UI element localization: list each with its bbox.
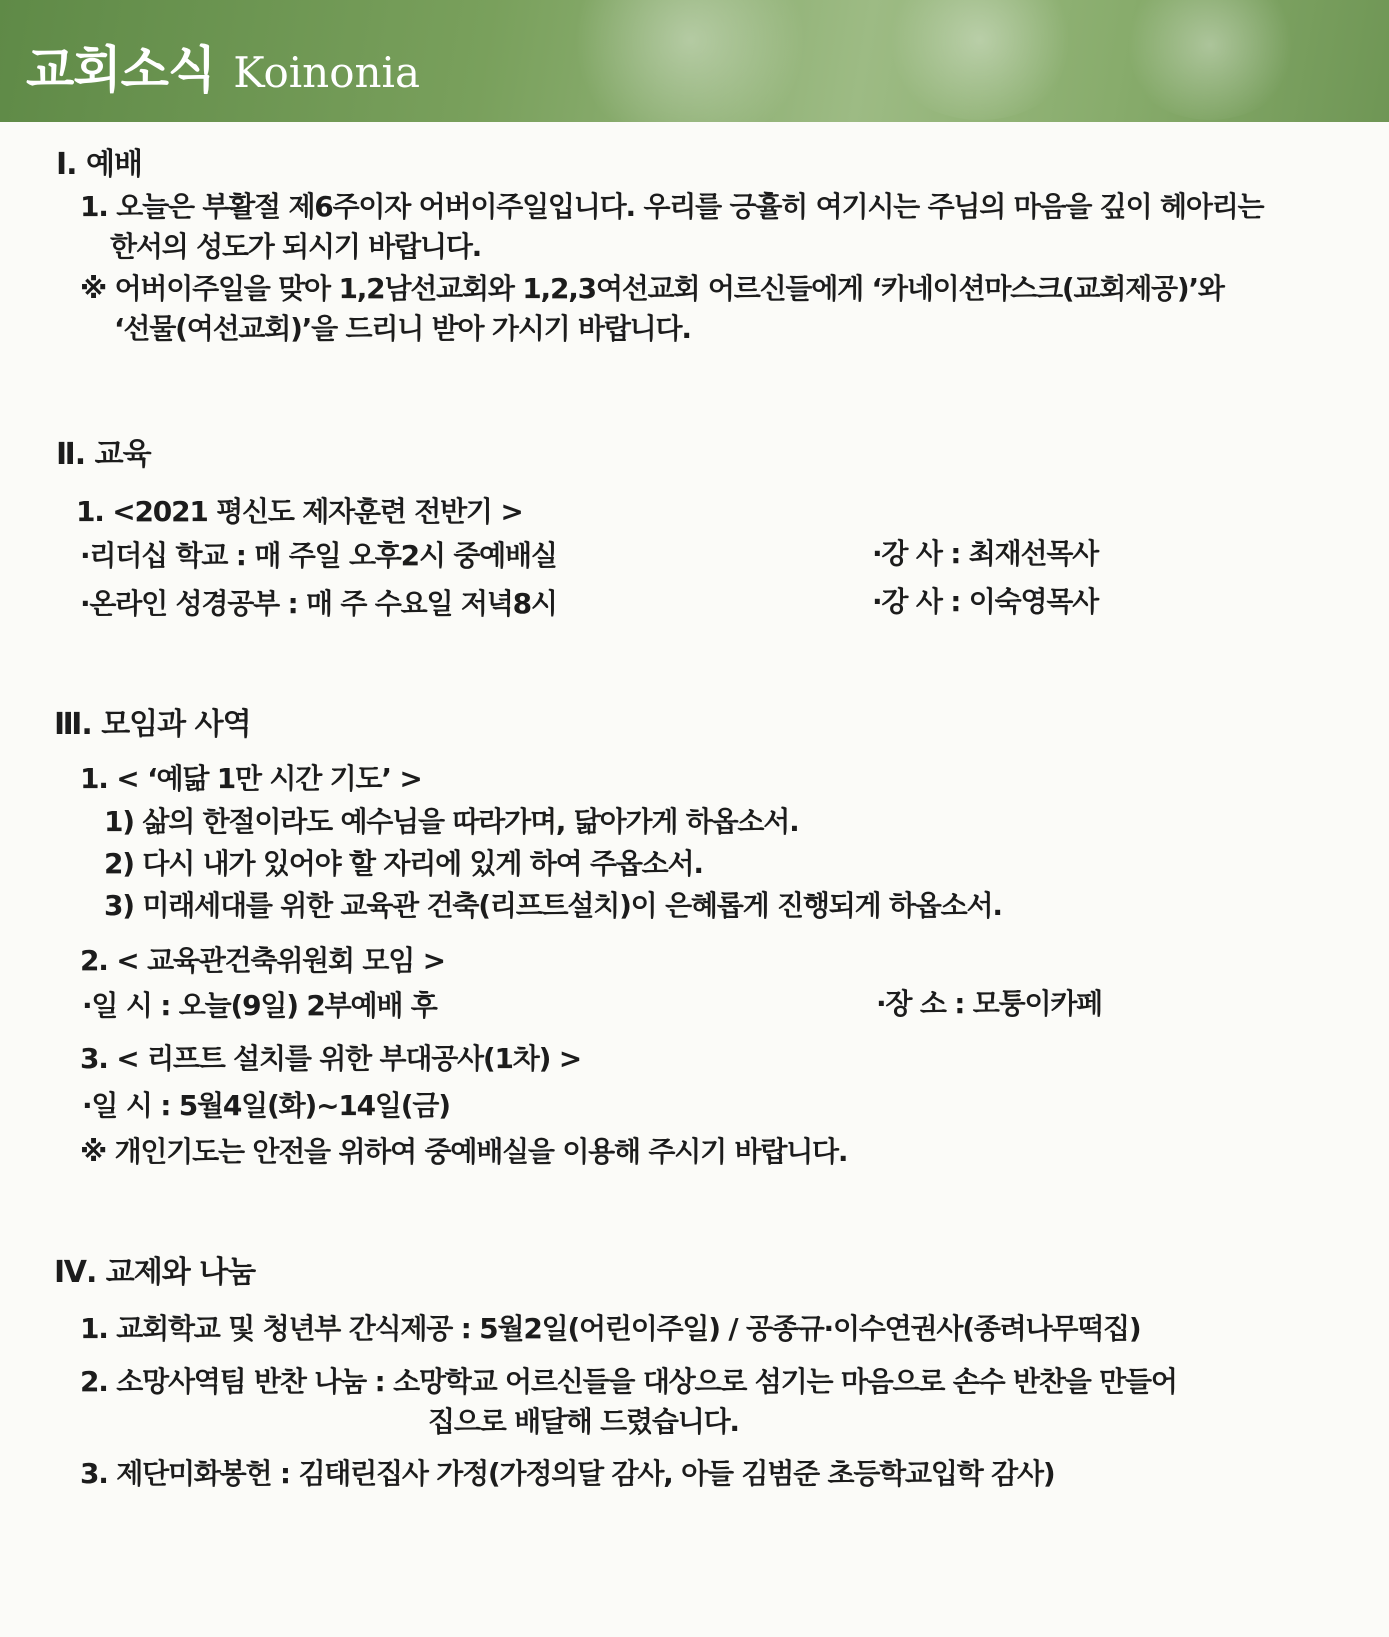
worship-item-1: 1. 오늘은 부활절 제6주이자 어버이주일입니다. 우리를 긍휼히 여기시는 주님의 마음을 깊이 헤아리는 bbox=[80, 190, 1264, 223]
banner-light-spot bbox=[560, 0, 820, 122]
header-banner bbox=[0, 0, 1389, 122]
page-title bbox=[26, 30, 420, 102]
ministry-item-2-time: ·일 시 : 오늘(9일) 2부예배 후 bbox=[82, 989, 437, 1022]
fellowship-item-2: 2. 소망사역팀 반찬 나눔 : 소망학교 어르신들을 대상으로 섬기는 마음으로 손수 반찬을 만들어 bbox=[80, 1365, 1177, 1398]
page-title-english: Koinonia bbox=[233, 48, 421, 97]
worship-note-continued: ‘선물(여선교회)’을 드리니 받아 가시기 바랍니다. bbox=[114, 312, 691, 345]
ministry-prayer-1: 1) 삶의 한절이라도 예수님을 따라가며, 닮아가게 하옵소서. bbox=[104, 805, 799, 838]
fellowship-item-2-continued: 집으로 배달해 드렸습니다. bbox=[428, 1405, 739, 1438]
banner-light-spot bbox=[1120, 0, 1300, 120]
education-online-instructor: ·강 사 : 이숙영목사 bbox=[872, 585, 1099, 618]
section-heading-education: Ⅱ. 교육 bbox=[56, 437, 151, 472]
ministry-item-3: 3. < 리프트 설치를 위한 부대공사(1차) > bbox=[80, 1042, 582, 1075]
education-leadership-instructor: ·강 사 : 최재선목사 bbox=[872, 537, 1099, 570]
fellowship-item-3: 3. 제단미화봉헌 : 김태린집사 가정(가정의달 감사, 아들 김범준 초등학교입학 감사) bbox=[80, 1457, 1055, 1490]
section-heading-ministry: Ⅲ. 모임과 사역 bbox=[54, 707, 251, 742]
education-leadership-school: ·리더십 학교 : 매 주일 오후2시 중예배실 bbox=[80, 539, 557, 572]
page-title-korean: 교회소식 bbox=[26, 41, 216, 99]
fellowship-item-1: 1. 교회학교 및 청년부 간식제공 : 5월2일(어린이주일) / 공종규·이수연권사(종려나무떡집) bbox=[80, 1312, 1141, 1345]
ministry-item-1: 1. < ‘예닮 1만 시간 기도’ > bbox=[80, 762, 422, 795]
education-item-1: 1. <2021 평신도 제자훈련 전반기 > bbox=[76, 495, 523, 528]
banner-light-spot bbox=[880, 0, 1080, 120]
education-online-study: ·온라인 성경공부 : 매 주 수요일 저녁8시 bbox=[80, 587, 557, 620]
section-heading-fellowship: Ⅳ. 교제와 나눔 bbox=[54, 1255, 256, 1290]
ministry-prayer-2: 2) 다시 내가 있어야 할 자리에 있게 하여 주옵소서. bbox=[104, 847, 703, 880]
worship-item-1-continued: 한서의 성도가 되시기 바랍니다. bbox=[110, 230, 482, 263]
ministry-item-2-place: ·장 소 : 모퉁이카페 bbox=[876, 987, 1103, 1020]
ministry-prayer-3: 3) 미래세대를 위한 교육관 건축(리프트설치)이 은혜롭게 진행되게 하옵소서. bbox=[104, 889, 1002, 922]
ministry-note: ※ 개인기도는 안전을 위하여 중예배실을 이용해 주시기 바랍니다. bbox=[80, 1135, 848, 1168]
worship-note: ※ 어버이주일을 맞아 1,2남선교회와 1,2,3여선교회 어르신들에게 ‘카네이션마스크(교회제공)’와 bbox=[80, 272, 1224, 305]
ministry-item-3-time: ·일 시 : 5월4일(화)~14일(금) bbox=[82, 1089, 450, 1122]
ministry-item-2: 2. < 교육관건축위원회 모임 > bbox=[80, 944, 445, 977]
section-heading-worship: Ⅰ. 예배 bbox=[56, 147, 142, 182]
